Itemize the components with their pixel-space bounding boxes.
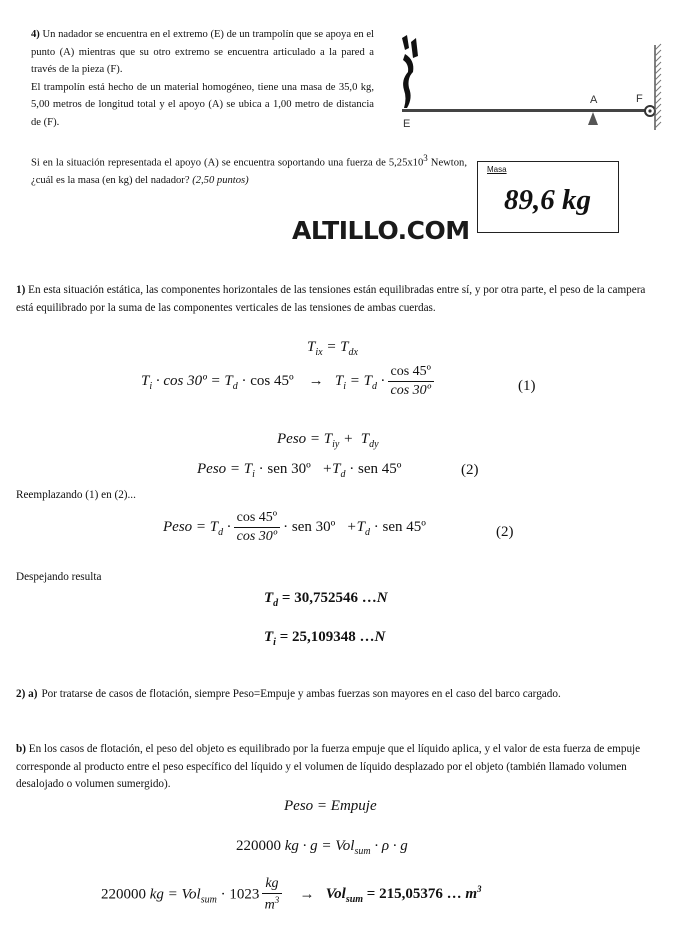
problem-statement	[31, 26, 374, 132]
problem-paragraph-2: El trampolín está hecho de un material homogéneo, tiene una masa de 35,0 kg, 5,00 metros de longitud total y el apoyo (A) se ubica a 1,00 metro de distancia de (F).	[31, 81, 374, 128]
answer-caption: Masa	[487, 165, 507, 174]
result-td: $T_d = 30,752546$ …N	[264, 590, 388, 609]
equation-volume: 220000 kg = Vol$_{sum}$ · 1023 $\frac{kg}{m^3}$ → Vol$_{sum}$ = 215,05376 … $m^3$	[101, 876, 482, 913]
support-a-icon	[588, 112, 598, 125]
section-2b: b) En los casos de flotación, el peso del objeto es equilibrado por la fuerza empuje que el líquido aplica, y el valor de esta fuerza de empuje corresponde al producto entre el peso específico del líquido y el volumen de líquido desplazado por el objeto (también llamado volumen desalojado o volumen sumergido).	[16, 743, 641, 790]
label-e: E	[403, 118, 411, 130]
equation-tag-1: (1)	[518, 378, 536, 394]
equation-mass-balance: 220000 kg · g = Vol$_{sum}$ · ρ · g	[236, 838, 408, 857]
section-2a-text: Por tratarse de casos de flotación, siempre Peso=Empuje y ambas fuerzas son mayores en el caso del barco cargado.	[41, 688, 561, 700]
problem-paragraph-1: 4) Un nadador se encuentra en el extremo (E) de un trampolín que se apoya en el punto (A) mientras que su otro extremo se encuentra articulado a la pared a través de la pieza (F).	[31, 29, 374, 76]
equation-peso-expanded: Peso = $T_i$ · sen 30º $+T_d$ · sen 45º	[197, 461, 402, 480]
result-ti: $T_i = 25,109348$ …N	[264, 629, 386, 648]
label-a: A	[590, 94, 598, 106]
equation-ti-td: $T_i \cdot \cos$ 30º = $T_d \cdot \cos$ 45º → $T_i = T_d$ · $\frac{\text{cos 45º}}{\text{cos 30º}}$	[141, 364, 437, 399]
label-f: F	[636, 93, 643, 105]
equation-tag-2: (2)	[461, 462, 479, 478]
equation-horizontal-balance: $T_{ix} = T_{dx}$	[307, 339, 358, 358]
swimmer-figure	[402, 35, 418, 108]
equation-peso-substituted: Peso = $T_d$ · $\frac{\text{cos 45º}}{\text{cos 30º}}$ · sen 30º $+T_d$ · sen 45º	[163, 510, 426, 544]
answer-box	[477, 161, 619, 233]
springboard-diagram	[385, 30, 675, 135]
section-2a	[16, 686, 662, 704]
watermark-logo: ALTILLO.COM	[292, 216, 470, 245]
section-2b-number: b)	[16, 743, 26, 755]
problem-number: 4)	[31, 29, 40, 40]
solving-text: Despejando resulta	[16, 571, 102, 583]
section-2a-number: 2) a)	[16, 688, 38, 700]
equation-peso-sum: Peso = $T_{iy} + T_{dy}$	[277, 431, 379, 450]
points-label: (2,50 puntos)	[192, 175, 249, 187]
springboard-plank	[402, 109, 649, 112]
equation-peso-empuje: Peso = Empuje	[284, 798, 377, 814]
replacing-text: Reemplazando (1) en (2)...	[16, 489, 136, 501]
wall	[655, 44, 661, 130]
section-1-number: 1)	[16, 284, 26, 296]
problem-question: Si en la situación representada el apoyo (A) se encuentra soportando una fuerza de $5,25x10^3$ Newton, ¿cuál es la masa (en kg) del nadador? (2,50 puntos)	[31, 153, 467, 187]
section-1-intro: 1) En esta situación estática, las componentes horizontales de las tensiones están equilibradas entre sí, y por otra parte, el peso de la campera está equilibrado por la suma de las componentes verticales de las tensiones de ambas cuerdas.	[16, 284, 646, 314]
equation-tag-3: (2)	[496, 524, 514, 540]
answer-value: 89,6 kg	[504, 184, 591, 216]
